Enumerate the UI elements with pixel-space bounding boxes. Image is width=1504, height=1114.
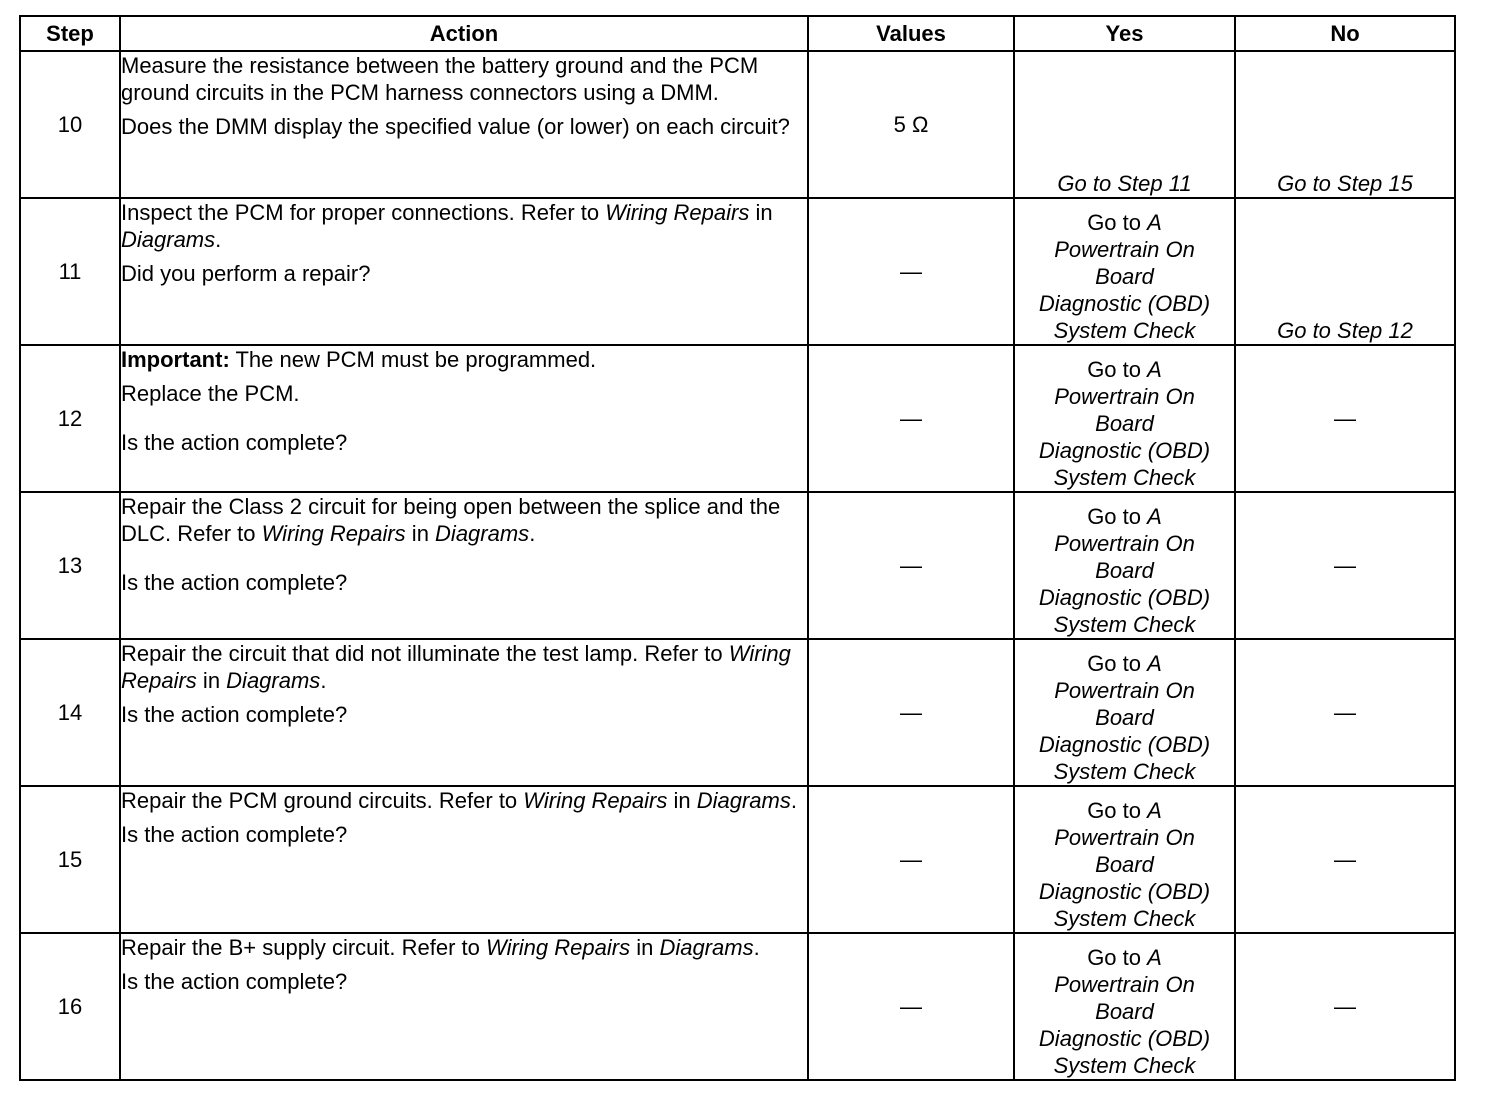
value-cell: 5 Ω <box>808 51 1014 198</box>
action-cell <box>120 933 808 1080</box>
action-text: Repair the Class 2 circuit for being open between the splice and the DLC. Refer to Wiring Repairs in Diagrams. <box>121 494 781 546</box>
diagnostic-table <box>19 15 1456 1081</box>
action-cell <box>120 639 808 786</box>
diagrams-ref: Diagrams <box>226 668 321 693</box>
action-text: Inspect the PCM for proper connections. Refer to Wiring Repairs in Diagrams. <box>121 200 773 252</box>
yes-cell: Go to A Powertrain On Board Diagnostic (OBD) System Check <box>1014 933 1235 1080</box>
action-cell <box>120 786 808 933</box>
step-number: 10 <box>20 51 120 198</box>
yes-cell: Go to A Powertrain On Board Diagnostic (OBD) System Check <box>1014 198 1235 345</box>
diagrams-ref: Diagrams <box>121 227 216 252</box>
action-question: Does the DMM display the specified value (or lower) on each circuit? <box>121 114 790 139</box>
diagrams-ref: Diagrams <box>435 521 530 546</box>
table-row <box>20 492 1455 639</box>
action-text: Repair the PCM ground circuits. Refer to Wiring Repairs in Diagrams. <box>121 788 797 813</box>
header-no: No <box>1235 16 1455 51</box>
wiring-repairs-ref: Wiring Repairs <box>121 641 791 693</box>
action-question: Did you perform a repair? <box>121 261 371 286</box>
table-row <box>20 51 1455 198</box>
no-cell: — <box>1235 345 1455 492</box>
action-cell <box>120 198 808 345</box>
header-values: Values <box>808 16 1014 51</box>
value-cell: — <box>808 786 1014 933</box>
step-number: 12 <box>20 345 120 492</box>
table-row <box>20 933 1455 1080</box>
no-cell: Go to Step 15 <box>1235 51 1455 198</box>
step-number: 14 <box>20 639 120 786</box>
action-text: Repair the B+ supply circuit. Refer to Wiring Repairs in Diagrams. <box>121 935 760 960</box>
step-number: 15 <box>20 786 120 933</box>
important-note: Important: The new PCM must be programmed. <box>121 347 597 372</box>
action-question: Is the action complete? <box>121 969 348 994</box>
header-yes: Yes <box>1014 16 1235 51</box>
step-number: 16 <box>20 933 120 1080</box>
value-cell: — <box>808 492 1014 639</box>
action-question: Is the action complete? <box>121 702 348 727</box>
no-cell: Go to Step 12 <box>1235 198 1455 345</box>
action-text: Measure the resistance between the battery ground and the PCM ground circuits in the PCM harness connectors using a DMM. <box>121 53 759 105</box>
no-cell: — <box>1235 492 1455 639</box>
action-question: Is the action complete? <box>121 570 348 595</box>
action-cell <box>120 51 808 198</box>
wiring-repairs-ref: Wiring Repairs <box>261 521 406 546</box>
action-question: Is the action complete? <box>121 822 348 847</box>
value-cell: — <box>808 933 1014 1080</box>
step-number: 13 <box>20 492 120 639</box>
wiring-repairs-ref: Wiring Repairs <box>523 788 668 813</box>
action-text: Repair the circuit that did not illuminate the test lamp. Refer to Wiring Repairs in Diagrams. <box>121 641 791 693</box>
wiring-repairs-ref: Wiring Repairs <box>486 935 631 960</box>
value-cell: — <box>808 345 1014 492</box>
yes-cell: Go to A Powertrain On Board Diagnostic (OBD) System Check <box>1014 786 1235 933</box>
value-cell: — <box>808 639 1014 786</box>
diagrams-ref: Diagrams <box>696 788 791 813</box>
table-row <box>20 345 1455 492</box>
action-text: Replace the PCM. <box>121 381 300 406</box>
value-cell: — <box>808 198 1014 345</box>
no-cell: — <box>1235 639 1455 786</box>
yes-cell: Go to A Powertrain On Board Diagnostic (OBD) System Check <box>1014 639 1235 786</box>
no-cell: — <box>1235 933 1455 1080</box>
yes-cell: Go to A Powertrain On Board Diagnostic (OBD) System Check <box>1014 345 1235 492</box>
table-row <box>20 639 1455 786</box>
step-number: 11 <box>20 198 120 345</box>
wiring-repairs-ref: Wiring Repairs <box>605 200 750 225</box>
table-row <box>20 198 1455 345</box>
header-action: Action <box>120 16 808 51</box>
diagrams-ref: Diagrams <box>659 935 754 960</box>
no-cell: — <box>1235 786 1455 933</box>
header-row <box>20 16 1455 51</box>
table-row <box>20 786 1455 933</box>
yes-cell: Go to A Powertrain On Board Diagnostic (OBD) System Check <box>1014 492 1235 639</box>
action-question: Is the action complete? <box>121 430 348 455</box>
yes-cell: Go to Step 11 <box>1014 51 1235 198</box>
header-step: Step <box>20 16 120 51</box>
action-cell <box>120 345 808 492</box>
action-cell <box>120 492 808 639</box>
